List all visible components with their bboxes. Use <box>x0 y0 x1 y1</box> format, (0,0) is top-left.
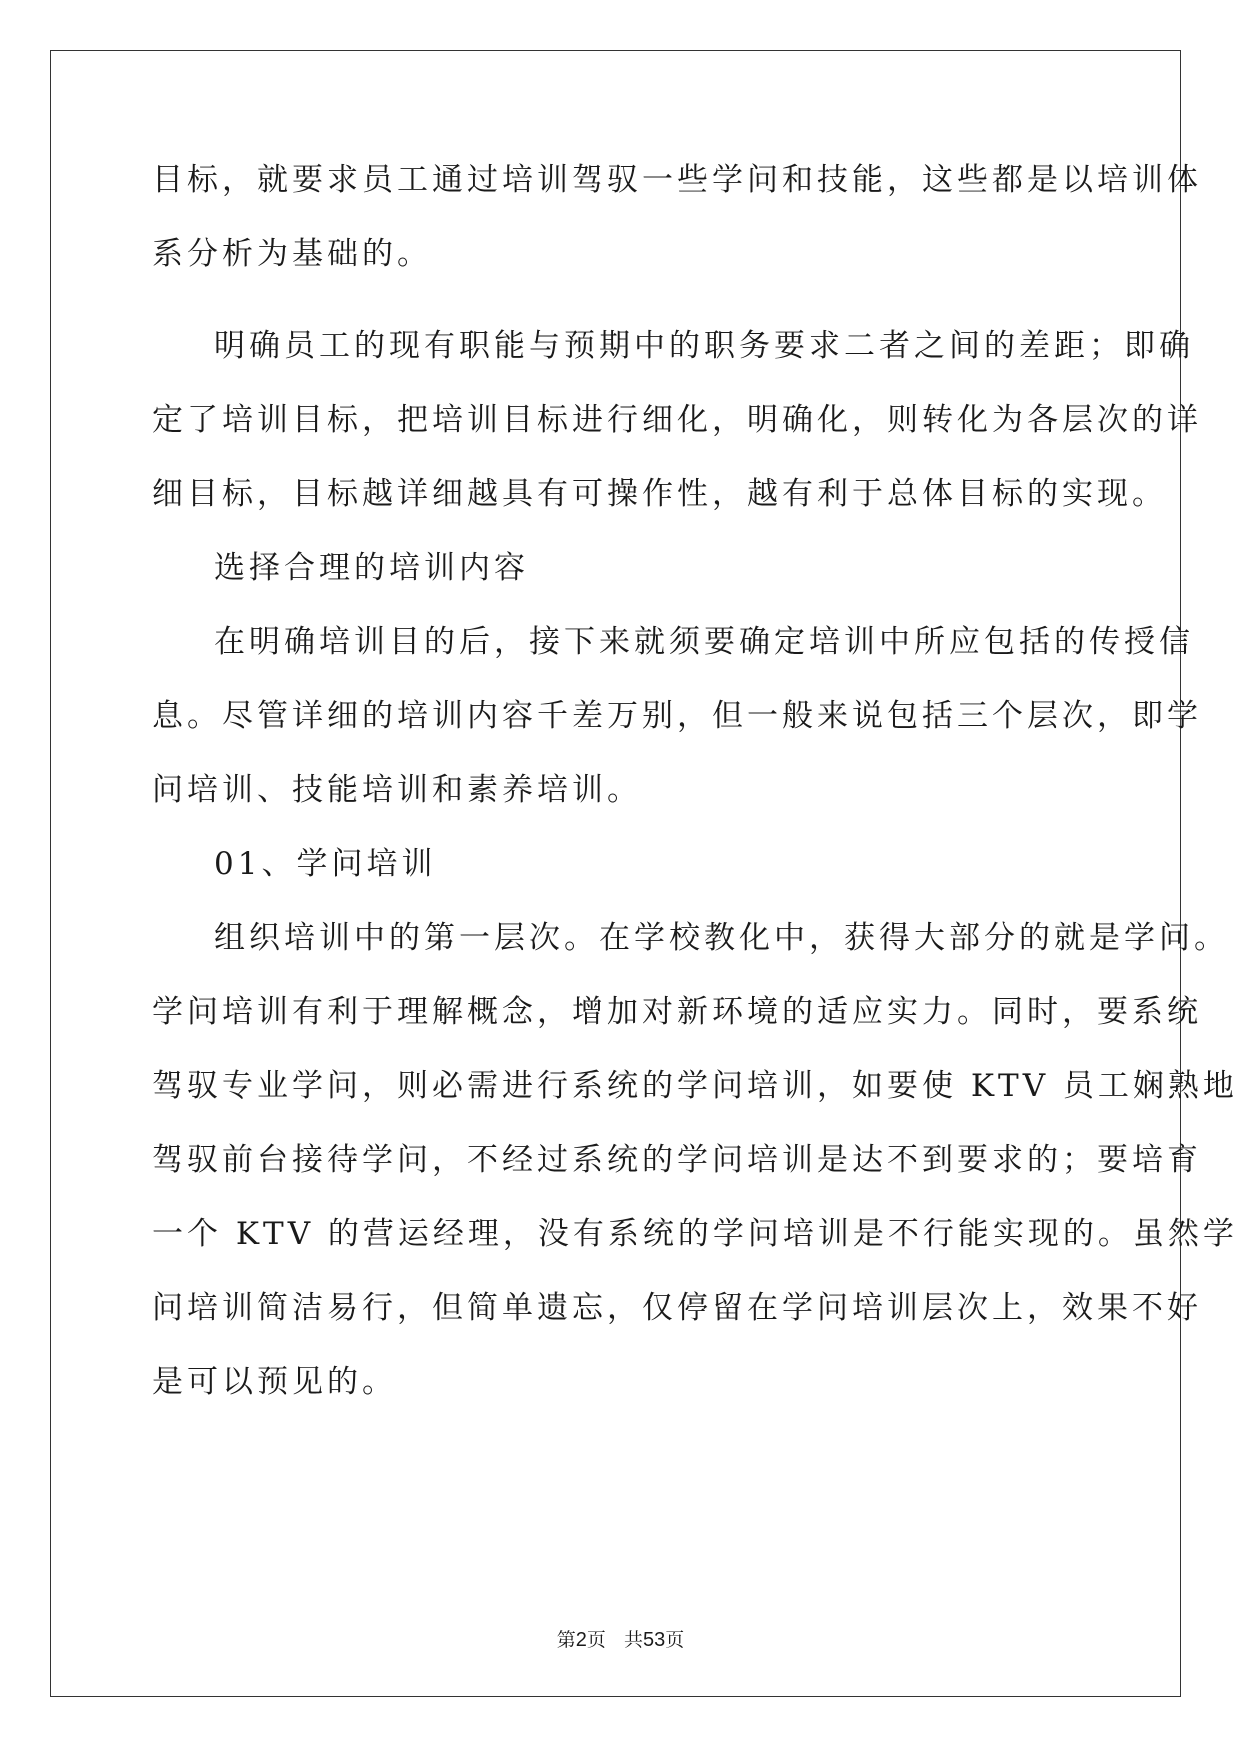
text-line: 学问培训有利于理解概念，增加对新环境的适应实力。同时，要系统 <box>152 994 1202 1030</box>
text-line: 问培训简洁易行，但简单遗忘，仅停留在学问培训层次上，效果不好 <box>152 1290 1202 1326</box>
text-line: 在明确培训目的后，接下来就须要确定培训中所应包括的传授信 <box>214 624 1194 660</box>
footer-page-unit: 页 <box>586 1629 606 1651</box>
text-line: 驾驭前台接待学问，不经过系统的学问培训是达不到要求的；要培育 <box>152 1142 1202 1178</box>
page-footer <box>0 1628 1241 1652</box>
text-line: 是可以预见的。 <box>152 1364 397 1400</box>
total-pages-number: 53 <box>643 1629 666 1651</box>
text-line: 目标，就要求员工通过培训驾驭一些学问和技能，这些都是以培训体 <box>152 162 1202 198</box>
footer-total-prefix: 共 <box>624 1629 644 1651</box>
text-line: 驾驭专业学问，则必需进行系统的学问培训，如要使 KTV 员工娴熟地 <box>152 1068 1238 1104</box>
text-line: 细目标，目标越详细越具有可操作性，越有利于总体目标的实现。 <box>152 476 1167 512</box>
footer-prefix: 第 <box>556 1629 576 1651</box>
text-line: 息。尽管详细的培训内容千差万别，但一般来说包括三个层次，即学 <box>152 698 1202 734</box>
text-line: 定了培训目标，把培训目标进行细化，明确化，则转化为各层次的详 <box>152 402 1202 438</box>
footer-total-unit: 页 <box>665 1629 685 1651</box>
text-line: 组织培训中的第一层次。在学校教化中，获得大部分的就是学问。 <box>214 920 1229 956</box>
text-line: 一个 KTV 的营运经理，没有系统的学问培训是不行能实现的。虽然学 <box>152 1216 1238 1252</box>
section-heading: 选择合理的培训内容 <box>214 550 529 586</box>
text-line: 明确员工的现有职能与预期中的职务要求二者之间的差距；即确 <box>214 328 1194 364</box>
text-line: 问培训、技能培训和素养培训。 <box>152 772 642 808</box>
section-heading: 01、学问培训 <box>214 846 437 882</box>
current-page-number: 2 <box>575 1629 587 1651</box>
text-line: 系分析为基础的。 <box>152 236 432 272</box>
